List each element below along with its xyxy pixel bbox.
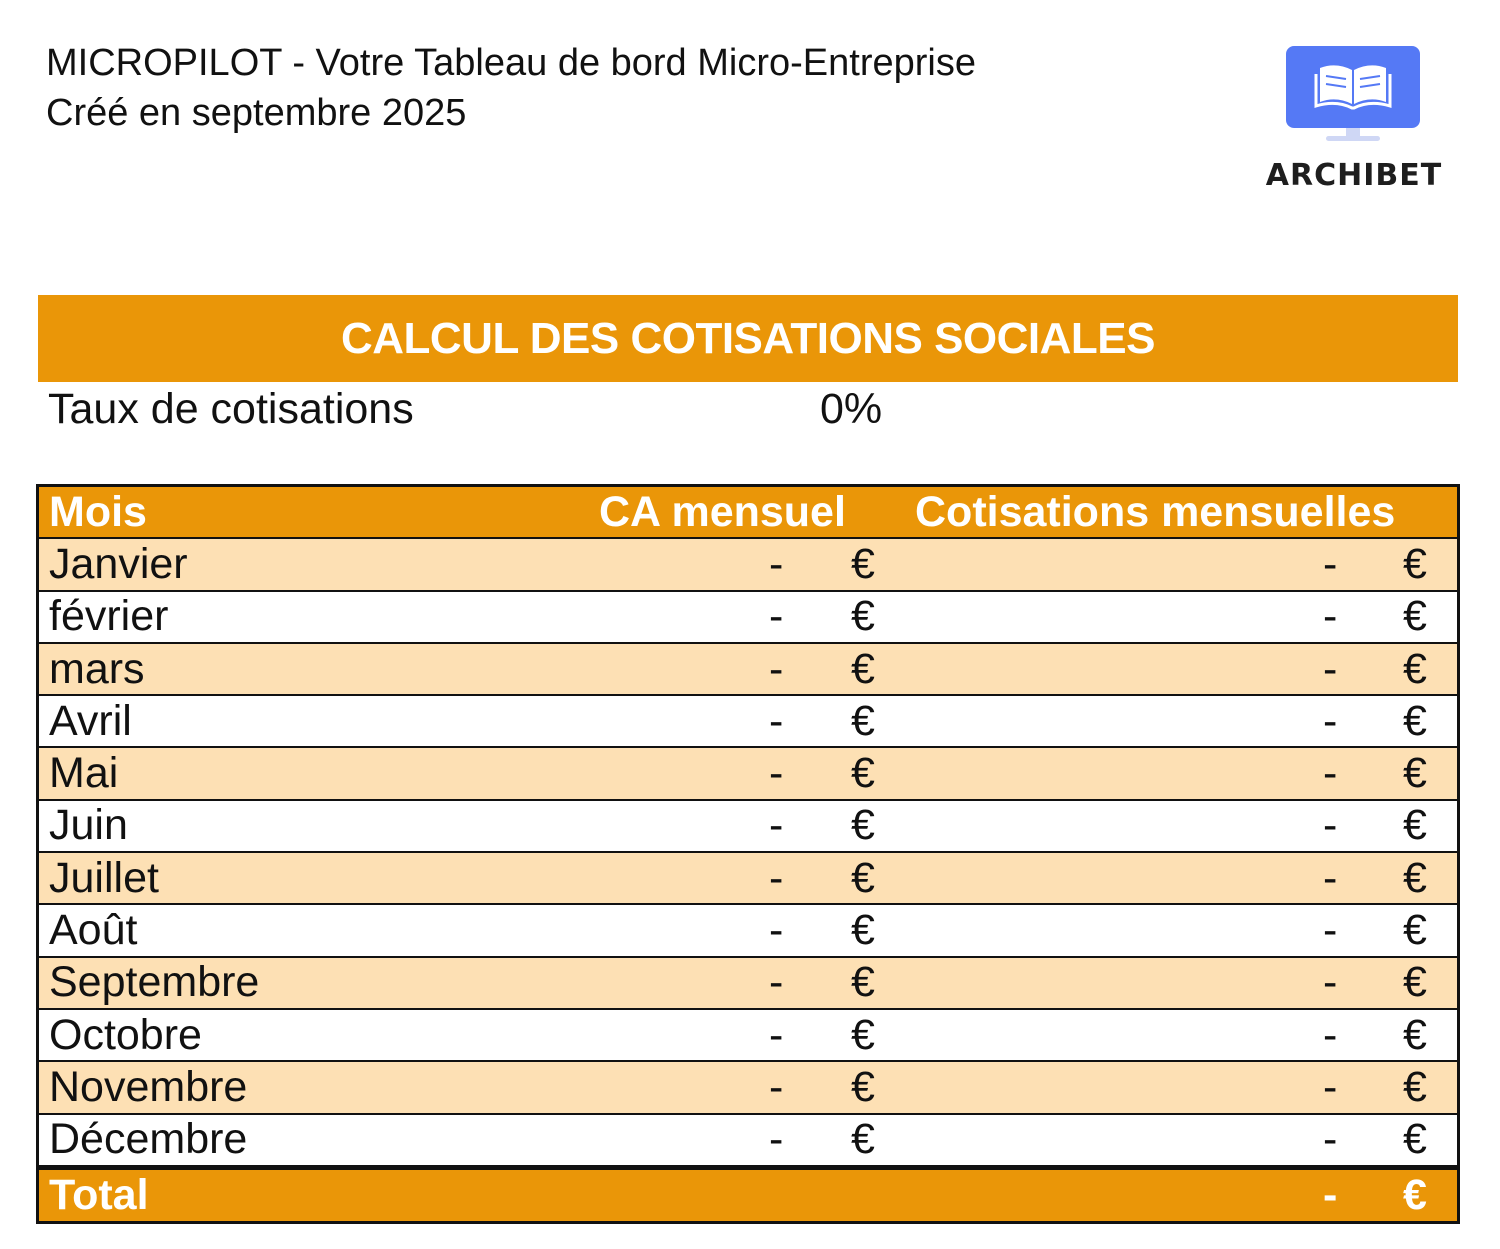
currency-symbol: € <box>851 749 875 798</box>
total-cot-value: - <box>1323 1170 1338 1219</box>
currency-symbol: € <box>1403 592 1427 641</box>
month-cell: Novembre <box>49 1062 248 1111</box>
currency-symbol: € <box>1403 958 1427 1007</box>
ca-value[interactable]: - <box>769 1062 784 1111</box>
table-row <box>39 539 1457 591</box>
month-cell: Janvier <box>49 539 188 588</box>
cot-value: - <box>1323 801 1338 850</box>
ca-value[interactable]: - <box>769 539 784 588</box>
currency-symbol: € <box>851 592 875 641</box>
cot-value: - <box>1323 1062 1338 1111</box>
ca-value[interactable]: - <box>769 1010 784 1059</box>
currency-symbol: € <box>1403 1010 1427 1059</box>
currency-symbol: € <box>1403 644 1427 693</box>
currency-symbol: € <box>851 853 875 902</box>
table-row <box>39 696 1457 748</box>
currency-symbol: € <box>1403 1115 1427 1164</box>
cot-value: - <box>1323 958 1338 1007</box>
ca-value[interactable]: - <box>769 958 784 1007</box>
created-date: Créé en septembre 2025 <box>46 92 467 134</box>
table-row <box>39 905 1457 957</box>
currency-symbol: € <box>851 1115 875 1164</box>
total-row <box>39 1167 1457 1221</box>
monitor-icon <box>1286 46 1420 128</box>
currency-symbol: € <box>1403 801 1427 850</box>
currency-symbol: € <box>1403 696 1427 745</box>
monitor-base <box>1326 136 1380 141</box>
table-row <box>39 592 1457 644</box>
table-row <box>39 1115 1457 1167</box>
currency-symbol: € <box>1403 749 1427 798</box>
monitor-stand <box>1346 128 1360 136</box>
cot-value: - <box>1323 749 1338 798</box>
header-cotisations-mensuelles: Cotisations mensuelles <box>915 487 1396 536</box>
currency-symbol: € <box>851 801 875 850</box>
month-cell: Mai <box>49 749 119 798</box>
table-row <box>39 958 1457 1010</box>
logo-wordmark: ARCHIBET <box>1265 158 1443 193</box>
currency-symbol: € <box>1403 1062 1427 1111</box>
cotisations-table <box>36 484 1460 1224</box>
ca-value[interactable]: - <box>769 644 784 693</box>
table-row <box>39 748 1457 800</box>
cot-value: - <box>1323 592 1338 641</box>
currency-symbol: € <box>1403 853 1427 902</box>
cot-value: - <box>1323 1115 1338 1164</box>
cot-value: - <box>1323 539 1338 588</box>
currency-symbol: € <box>851 1010 875 1059</box>
currency-symbol: € <box>1403 906 1427 955</box>
open-book-icon <box>1286 46 1420 128</box>
cot-value: - <box>1323 906 1338 955</box>
table-row <box>39 644 1457 696</box>
ca-value[interactable]: - <box>769 801 784 850</box>
rate-label: Taux de cotisations <box>48 385 414 433</box>
header-mois: Mois <box>49 487 147 536</box>
ca-value[interactable]: - <box>769 749 784 798</box>
currency-symbol: € <box>851 1062 875 1111</box>
cot-value: - <box>1323 644 1338 693</box>
currency-symbol: € <box>851 906 875 955</box>
month-cell: février <box>49 592 169 641</box>
section-banner: CALCUL DES COTISATIONS SOCIALES <box>38 295 1458 382</box>
archibet-logo <box>1262 46 1446 196</box>
currency-symbol: € <box>851 696 875 745</box>
table-row <box>39 853 1457 905</box>
month-cell: Août <box>49 906 138 955</box>
dashboard-title: MICROPILOT - Votre Tableau de bord Micro-Entreprise <box>46 42 976 84</box>
rate-value[interactable]: 0% <box>820 385 883 433</box>
currency-symbol: € <box>851 644 875 693</box>
currency-symbol: € <box>1403 539 1427 588</box>
month-cell: Octobre <box>49 1010 202 1059</box>
cot-value: - <box>1323 853 1338 902</box>
month-cell: Décembre <box>49 1115 248 1164</box>
total-label: Total <box>49 1170 149 1219</box>
month-cell: Septembre <box>49 958 260 1007</box>
ca-value[interactable]: - <box>769 906 784 955</box>
ca-value[interactable]: - <box>769 853 784 902</box>
cot-value: - <box>1323 1010 1338 1059</box>
currency-symbol: € <box>851 958 875 1007</box>
currency-symbol: € <box>851 539 875 588</box>
table-row <box>39 801 1457 853</box>
table-row <box>39 1010 1457 1062</box>
month-cell: mars <box>49 644 145 693</box>
ca-value[interactable]: - <box>769 592 784 641</box>
currency-symbol: € <box>1403 1170 1427 1219</box>
cot-value: - <box>1323 696 1338 745</box>
table-header-row <box>39 487 1457 539</box>
month-cell: Juillet <box>49 853 159 902</box>
month-cell: Juin <box>49 801 128 850</box>
header-ca-mensuel: CA mensuel <box>599 487 846 536</box>
ca-value[interactable]: - <box>769 696 784 745</box>
table-row <box>39 1062 1457 1114</box>
month-cell: Avril <box>49 696 132 745</box>
ca-value[interactable]: - <box>769 1115 784 1164</box>
